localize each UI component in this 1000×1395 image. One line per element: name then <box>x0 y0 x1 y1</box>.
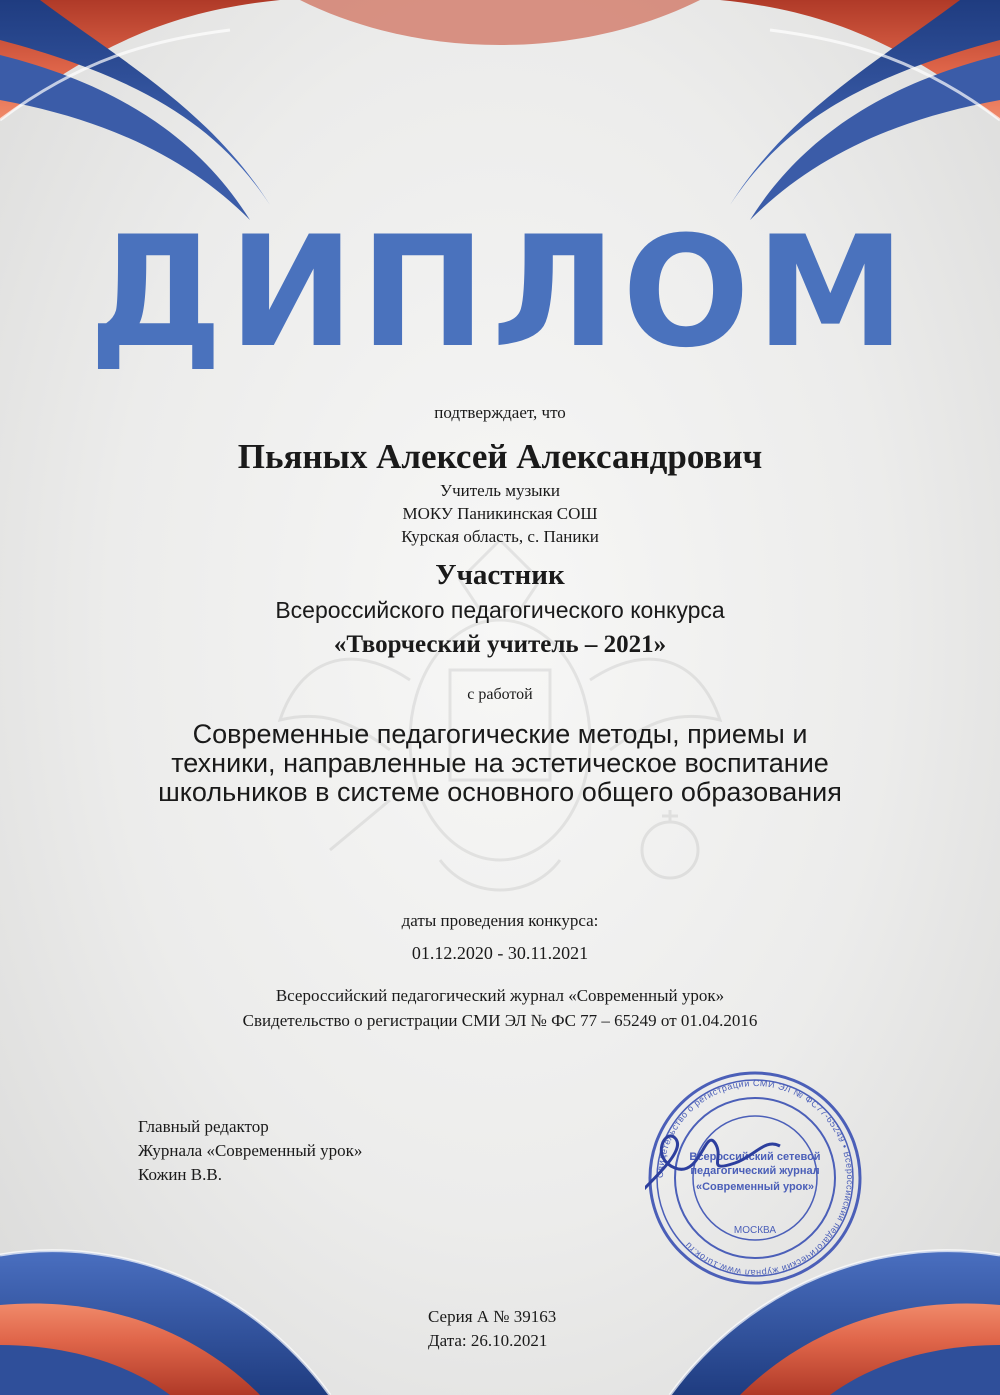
recipient-location: Курская область, с. Паники <box>401 527 599 546</box>
seal-center-line1: Всероссийский сетевой <box>689 1151 821 1163</box>
dates-label: даты проведения конкурса: <box>401 911 599 930</box>
work-title: Современные педагогические методы, приемы и техники, направленные на эстетическое воспитание школьников в системе основного общего образования <box>158 719 842 807</box>
contest-dates: 01.12.2020 - 30.11.2021 <box>411 943 589 963</box>
editor-block <box>138 1115 362 1187</box>
editor-name: Кожин В.В. <box>138 1165 222 1184</box>
journal-name: Всероссийский педагогический журнал «Современный урок» <box>275 986 725 1005</box>
seal-city: МОСКВА <box>733 1225 777 1236</box>
participant-status: Участник <box>435 559 565 591</box>
recipient-organization: МОКУ Паникинская СОШ <box>402 504 598 523</box>
registration-info: Свидетельство о регистрации СМИ ЭЛ № ФС 77 – 65249 от 01.04.2016 <box>242 1011 758 1030</box>
top-ribbon-decoration <box>0 0 1000 230</box>
recipient-position: Учитель музыки <box>440 481 560 500</box>
contest-type: Всероссийского педагогического конкурса <box>275 597 725 623</box>
issue-date: Дата: 26.10.2021 <box>428 1331 548 1350</box>
series-number: Серия А № 39163 <box>428 1307 557 1326</box>
editor-title: Главный редактор <box>138 1117 269 1136</box>
recipient-name: Пьяных Алексей Александрович <box>237 437 763 476</box>
seal-ring-text: Свидетельство о регистрации СМИ ЭЛ № ФС77-65249 • Всероссийский педагогический журнал www.1urok.ru <box>654 1077 856 1279</box>
bottom-ribbon-decoration <box>0 1195 1000 1395</box>
seal-center-line3: «Современный урок» <box>695 1181 815 1193</box>
diploma-title: ДИПЛОМ <box>88 204 912 382</box>
contest-name: «Творческий учитель – 2021» <box>333 631 667 658</box>
confirms-text: подтверждает, что <box>434 403 566 422</box>
seal-center-line2: педагогический журнал <box>690 1165 820 1177</box>
editor-journal: Журнала «Современный урок» <box>138 1141 363 1160</box>
with-work-label: с работой <box>467 686 533 703</box>
